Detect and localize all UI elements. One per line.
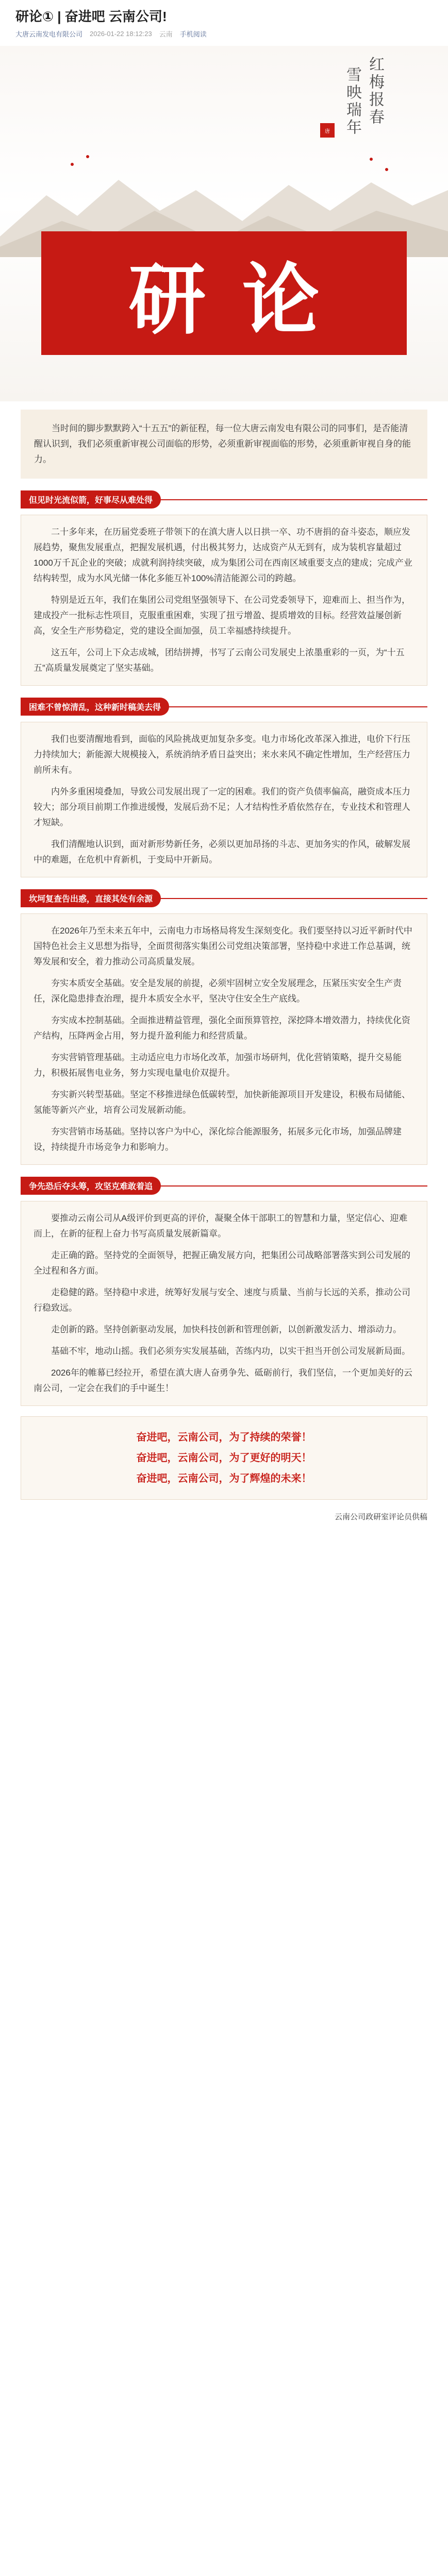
section-4: [0, 1176, 448, 1406]
closing-line-1: 奋进吧，云南公司，为了持续的荣誉！: [136, 1432, 312, 1443]
section-4-para-5: 基础不牢，地动山摇。我们必须夯实发展基础，苦练内功，以实干担当开创公司发展新局面。: [51, 1346, 410, 1356]
section-4-body: [21, 1201, 427, 1406]
region-label: 云南: [159, 30, 173, 38]
section-2-tag: 困难不曾惊清乱，这种新时稿美去得: [21, 698, 169, 716]
title-red-block: [41, 231, 407, 355]
section-4-para-4: 走创新的路。坚持创新驱动发展，加快科技创新和管理创新，以创新激发活力、增添动力。: [51, 1325, 402, 1334]
section-1-body: [21, 515, 427, 686]
article-meta: [15, 29, 433, 39]
section-4-para-3: 走稳健的路。坚持稳中求进，统筹好发展与安全、速度与质量、当前与长远的关系，推动公司行稳致远。: [34, 1287, 410, 1313]
section-4-para-1: 要推动云南公司从A级评价到更高的评价，凝聚全体干部职工的智慧和力量，坚定信心、迎难而上，在新的征程上奋力书写高质量发展新篇章。: [34, 1213, 408, 1239]
article-header: [0, 0, 448, 39]
section-3-header: [21, 889, 427, 907]
closing-line-3: 奋进吧，云南公司，为了辉煌的未来！: [136, 1473, 312, 1484]
section-2-para-3: 我们清醒地认识到，面对新形势新任务，必须以更加昂扬的斗志、更加务实的作风，破解发展中的难题，在危机中育新机，于变局中开新局。: [34, 839, 410, 865]
section-3: [0, 889, 448, 1165]
account-name-link[interactable]: 大唐云南发电有限公司: [15, 30, 83, 38]
section-3-tag: 坎坷复查告出惑，直接其处有余源: [21, 889, 161, 907]
section-3-para-5: 夯实新兴转型基础。坚定不移推进绿色低碳转型，加快新能源项目开发建设，积极布局储能、氢能等新兴产业，培育公司发展新动能。: [34, 1090, 410, 1115]
page-title: 研论① | 奋进吧 云南公司!: [15, 9, 167, 24]
banner-big-text: 研论: [128, 255, 356, 345]
section-3-para-3: 夯实成本控制基础。全面推进精益管理，强化全面预算管控，深挖降本增效潜力，持续优化资产结构，压降两金占用，努力提升盈利能力和经营质量。: [34, 1015, 410, 1041]
closing-line-2: 奋进吧，云南公司，为了更好的明天！: [136, 1452, 312, 1464]
red-seal: 唐: [320, 123, 335, 138]
section-4-para-2: 走正确的路。坚持党的全面领导，把握正确发展方向，把集团公司战略部署落实到公司发展的全过程和各方面。: [34, 1250, 410, 1276]
section-3-para-1: 在2026年乃至未来五年中，云南电力市场格局将发生深刻变化。我们要坚持以习近平新时代中国特色社会主义思想为指导，全面贯彻落实集团公司党组决策部署，坚持稳中求进工作总基调，统筹发展和安全，着力推动公司高质量发展。: [34, 926, 412, 967]
section-2-para-2: 内外多重困境叠加，导致公司发展出现了一定的困难。我们的资产负债率偏高，融资成本压力较大；部分项目前期工作推进缓慢，发展后劲不足；人才结构性矛盾依然存在，专业技术和管理人才短缺。: [34, 787, 410, 827]
author-credit: 云南公司政研室评论员供稿: [334, 1513, 427, 1521]
calligraphy-line-1: 红梅报春: [366, 56, 384, 126]
publish-time: 2026-01-22 18:12:23: [90, 30, 152, 38]
section-1-tag: 但见时光流似箭，好事尽从难处得: [21, 490, 161, 509]
section-1-para-3: 这五年，公司上下众志成城，团结拼搏，书写了云南公司发展史上浓墨重彩的一页，为“十五五”高质量发展奠定了坚实基础。: [34, 648, 405, 673]
section-4-header: [21, 1176, 427, 1195]
section-1-para-2: 特别是近五年，我们在集团公司党组坚强领导下、在公司党委领导下，迎难而上、担当作为，建成投产一批标志性项目，克服重重困难，实现了扭亏增盈、提质增效的目标。经营效益屡创新高，安全生产形势稳定，党的建设全面加强，员工幸福感持续提升。: [34, 595, 410, 636]
section-1: [0, 490, 448, 686]
section-2-header: [21, 697, 427, 716]
listen-link[interactable]: 手机阅读: [179, 30, 207, 38]
closing-slogans: [21, 1416, 427, 1500]
section-3-para-6: 夯实营销市场基础。坚持以客户为中心，深化综合能源服务，拓展多元化市场，加强品牌建设，持续提升市场竞争力和影响力。: [34, 1127, 402, 1152]
section-2-body: [21, 722, 427, 877]
calligraphy-block: [314, 56, 386, 159]
section-4-tag: 争先恐后夺头筹，攻坚克难敢着追: [21, 1177, 161, 1195]
intro-paragraph: 当时间的脚步默默跨入“十五五”的新征程，每一位大唐云南发电有限公司的同事们，是否能清醒认识到，我们必须重新审视公司面临的形势，必须重新审视面临的形势，必须重新审视自身的能力。: [21, 410, 427, 479]
section-3-para-2: 夯实本质安全基础。安全是发展的前提，必须牢固树立安全发展理念，压紧压实安全生产责任，深化隐患排查治理，提升本质安全水平，坚决守住安全生产底线。: [34, 978, 402, 1004]
hero-banner: [0, 46, 448, 401]
calligraphy-line-2: 雪映瑞年: [343, 66, 361, 137]
section-2-para-1: 我们也要清醒地看到，面临的风险挑战更加复杂多变。电力市场化改革深入推进，电价下行压力持续加大；新能源大规模接入，系统消纳矛盾日益突出；来水来风不确定性增加，生产经营压力前所未有。: [34, 734, 410, 775]
section-2: [0, 697, 448, 877]
section-4-para-6: 2026年的帷幕已经拉开，希望在滇大唐人奋勇争先、砥砺前行，我们坚信，一个更加美好的云南公司，一定会在我们的手中诞生！: [34, 1368, 412, 1393]
section-1-para-1: 二十多年来，在历届党委班子带领下的在滇大唐人以日拱一卒、功不唐捐的奋斗姿态，顺应发展趋势，聚焦发展重点，把握发展机遇，付出极其努力，达成资产从无到有，成为装机容量超过1000万千瓦企业的突破；成就利润持续突破，成为集团公司在西南区域重要支点的建成；完成产业结构转型，成为水风光储一体化多能互补100%清洁能源公司的跨越。: [34, 527, 412, 583]
section-3-body: [21, 913, 427, 1165]
section-3-para-4: 夯实营销管理基础。主动适应电力市场化改革，加强市场研判，优化营销策略，提升交易能力，积极拓展售电业务，努力实现电量电价双提升。: [34, 1053, 402, 1078]
section-1-header: [21, 490, 427, 509]
